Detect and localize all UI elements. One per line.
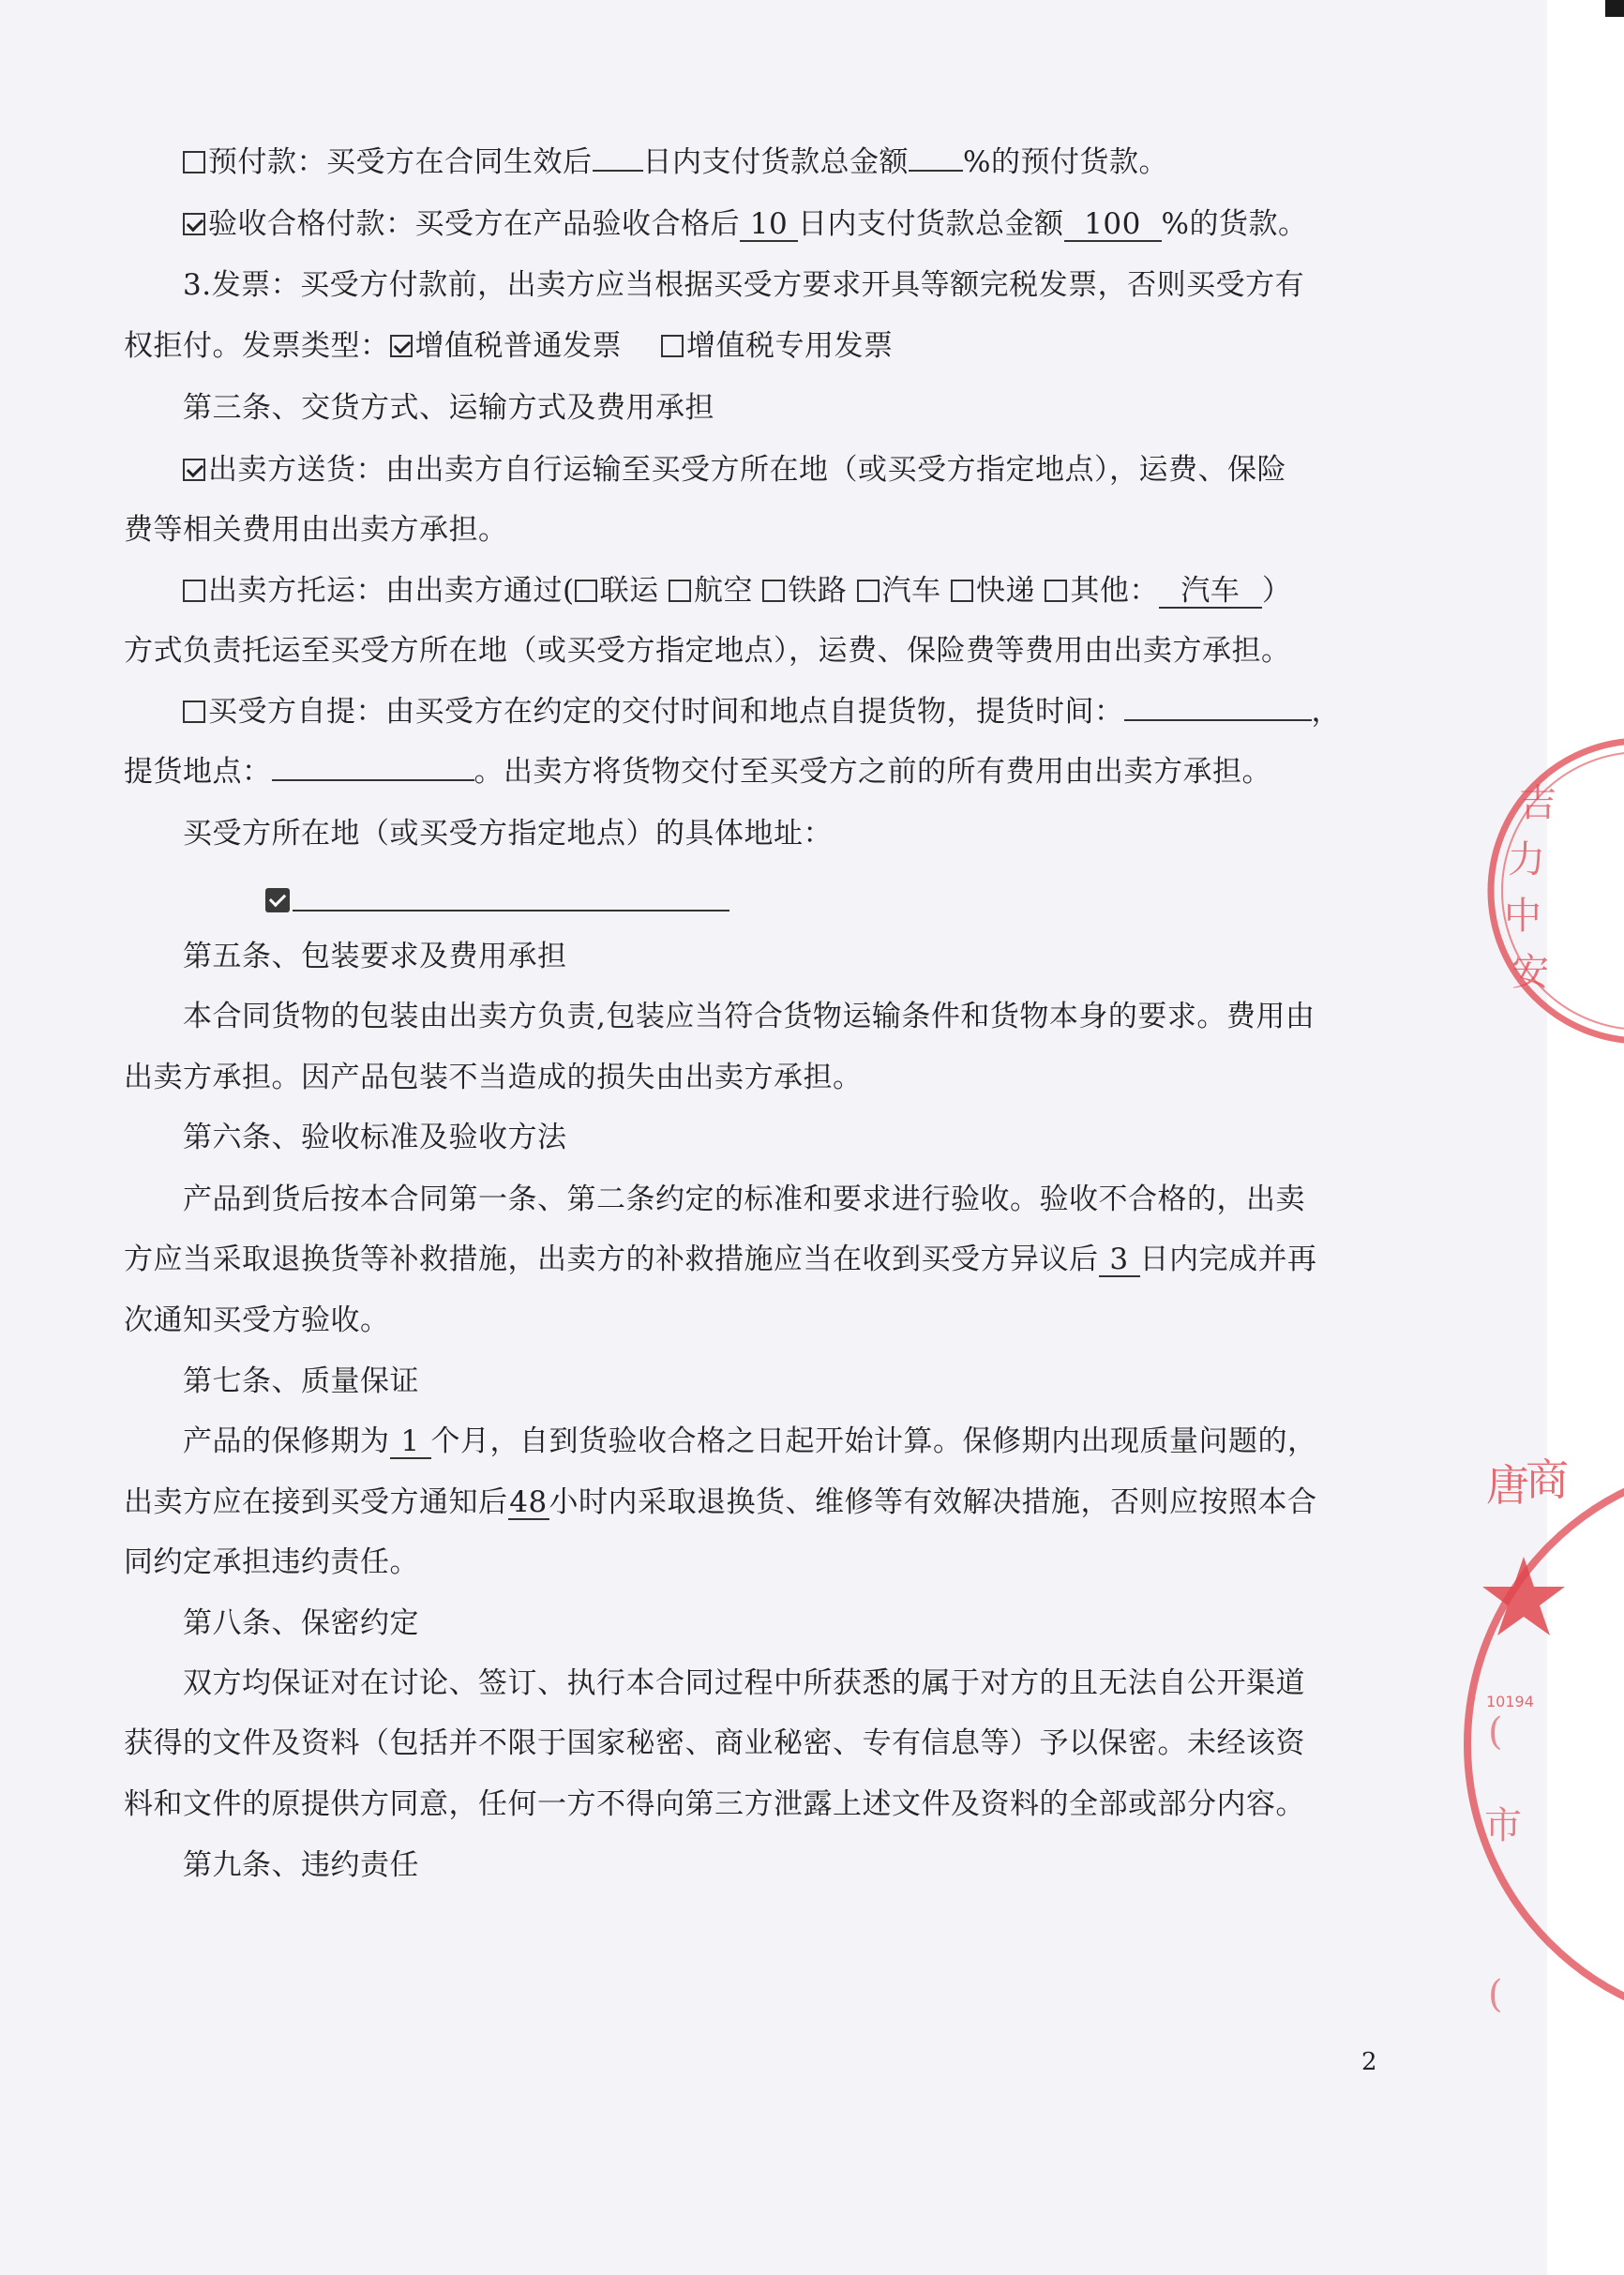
seal-upper-char-2: 力 <box>1508 838 1545 881</box>
section-8-heading: 第八条、保密约定 <box>183 1606 419 1640</box>
seal-upper-char-3: 中 <box>1504 895 1541 938</box>
seal-lower-graphic <box>1467 1425 1569 2063</box>
pickup-location-line: 提货地点： 。出卖方将货物交付至买受方之前的所有费用由出卖方承担。 <box>124 755 1271 789</box>
section-6-heading: 第六条、验收标准及验收方法 <box>183 1121 567 1154</box>
seal-lower-char-1: 唐 <box>1486 1460 1529 1511</box>
invoice-special-label: 增值税专用发票 <box>686 329 894 363</box>
seal-upper-partial <box>1444 750 1556 1032</box>
transport-other-checkbox[interactable] <box>1045 580 1067 602</box>
address-label: 买受方所在地（或买受方指定地点）的具体地址： <box>183 817 833 851</box>
section-5-heading: 第五条、包装要求及费用承担 <box>183 940 567 973</box>
page-number: 2 <box>1361 2048 1377 2076</box>
response-hours-blank[interactable]: 48 <box>509 1485 548 1519</box>
section-5-text-1: 本合同货物的包装由出卖方负责,包装应当符合货物运输条件和货物本身的要求。费用由 <box>183 1000 1316 1033</box>
address-blank[interactable] <box>293 910 729 912</box>
seal-lower-side-char-3: ( <box>1488 1973 1503 2016</box>
invoice-special-checkbox[interactable] <box>661 335 684 357</box>
section-6-text-1: 产品到货后按本合同第一条、第二条约定的标准和要求进行验收。验收不合格的，出卖 <box>183 1183 1305 1216</box>
prepayment-checkbox[interactable] <box>183 151 205 173</box>
section-8-text-2: 获得的文件及资料（包括并不限于国家秘密、商业秘密、专有信息等）予以保密。未经该资 <box>124 1726 1305 1760</box>
seal-lower-char-2: 商 <box>1526 1454 1569 1505</box>
transport-truck-checkbox[interactable] <box>857 580 880 602</box>
self-pickup-option: 买受方自提：由买受方在约定的交付时间和地点自提货物，提货时间： ， <box>183 693 1341 731</box>
address-checkbox[interactable] <box>265 888 290 912</box>
transport-rail-checkbox[interactable] <box>762 580 785 602</box>
prepayment-option: 预付款：买受方在合同生效后 日内支付货款总金额 %的预付货款。 <box>183 143 1168 181</box>
section-8-text-1: 双方均保证对在讨论、签订、执行本合同过程中所获悉的属于对方的且无法自公开渠道 <box>183 1666 1305 1700</box>
transport-express-checkbox[interactable] <box>951 580 973 602</box>
section-6-text-2: 方应当采取退换货等补救措施，出卖方的补救措施应当在收到买受方异议后 3 日内完成并再 <box>124 1243 1317 1276</box>
pickup-location-blank[interactable] <box>272 779 474 781</box>
scan-corner-artifact <box>1605 0 1624 17</box>
acceptance-payment-checkbox[interactable] <box>183 213 205 235</box>
seller-delivery-checkbox[interactable] <box>183 459 205 481</box>
section-8-text-3: 料和文件的原提供方同意，任何一方不得向第三方泄露上述文件及资料的全部或部分内容。 <box>124 1787 1305 1821</box>
section-9-heading: 第九条、违约责任 <box>183 1848 419 1882</box>
scan-margin <box>1547 0 1624 2275</box>
transport-other-blank[interactable]: 汽车 <box>1159 575 1262 609</box>
section-3-heading: 第三条、交货方式、运输方式及费用承担 <box>183 391 714 425</box>
seal-upper-graphic <box>1444 750 1556 1032</box>
seal-lower-side-char-1: ( <box>1488 1710 1503 1754</box>
consignment-option: 出卖方托运：由出卖方通过( 联运 航空 铁路 汽车 快递 其他： 汽车 ） <box>183 572 1291 610</box>
seal-upper-char-4: 安 <box>1511 951 1549 994</box>
seal-lower-side-char-2: 市 <box>1484 1804 1522 1847</box>
section-6-text-3: 次通知买受方验收。 <box>124 1303 390 1337</box>
acceptance-days-blank[interactable]: 10 <box>740 208 798 242</box>
remedy-days-blank[interactable]: 3 <box>1099 1243 1140 1277</box>
consignment-checkbox[interactable] <box>183 580 205 602</box>
transport-air-checkbox[interactable] <box>669 580 691 602</box>
section-7-text-3: 同约定承担违约责任。 <box>124 1545 419 1579</box>
invoice-type-line: 权拒付。发票类型： 增值税普通发票 增值税专用发票 <box>124 329 894 363</box>
section-7-text-1: 产品的保修期为 1 个月，自到货验收合格之日起开始计算。保修期内出现质量问题的， <box>183 1424 1317 1458</box>
section-7-text-2: 出卖方应在接到买受方通知后48小时内采取退换货、维修等有效解决措施，否则应按照本合 <box>124 1485 1317 1519</box>
invoice-normal-label: 增值税普通发票 <box>414 329 622 363</box>
invoice-clause: 3.发票：买受方付款前，出卖方应当根据买受方要求开具等额完税发票，否则买受方有 <box>183 268 1305 302</box>
seller-delivery-option: 出卖方送货：由出卖方自行运输至买受方所在地（或买受方指定地点），运费、保险 <box>183 451 1286 489</box>
transport-lianyun-checkbox[interactable] <box>575 580 597 602</box>
section-5-text-2: 出卖方承担。因产品包装不当造成的损失由出卖方承担。 <box>124 1061 863 1094</box>
seal-lower-digits: 10194 <box>1486 1693 1534 1710</box>
prepayment-days-blank[interactable] <box>593 170 643 172</box>
seal-upper-char-1: 吉 <box>1519 782 1556 825</box>
seller-delivery-continued: 费等相关费用由出卖方承担。 <box>124 513 508 547</box>
prepayment-percent-blank[interactable] <box>909 170 963 172</box>
acceptance-percent-blank[interactable]: 100 <box>1064 208 1162 242</box>
warranty-months-blank[interactable]: 1 <box>390 1425 431 1459</box>
seal-lower-partial <box>1467 1425 1569 2063</box>
self-pickup-checkbox[interactable] <box>183 701 205 723</box>
acceptance-payment-option: 验收合格付款：买受方在产品验收合格后 10 日内支付货款总金额 100 %的货款。 <box>183 205 1307 243</box>
pickup-time-blank[interactable] <box>1124 719 1312 721</box>
consignment-continued: 方式负责托运至买受方所在地（或买受方指定地点），运费、保险费等费用由出卖方承担。 <box>124 634 1291 668</box>
section-7-heading: 第七条、质量保证 <box>183 1364 419 1398</box>
invoice-normal-checkbox[interactable] <box>390 335 413 357</box>
